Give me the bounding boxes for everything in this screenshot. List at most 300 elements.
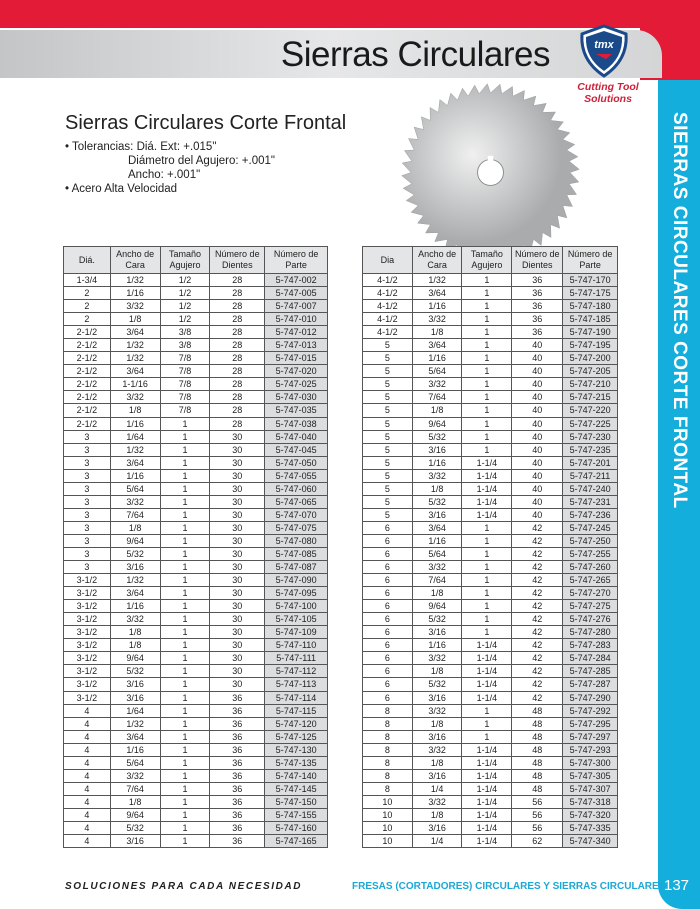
- table-cell: 3: [64, 443, 111, 456]
- table-cell: 3: [64, 456, 111, 469]
- table-cell: 7/8: [160, 378, 210, 391]
- table-row: [363, 495, 618, 508]
- page-number: 137: [664, 877, 690, 894]
- table-cell: 5/32: [412, 678, 462, 691]
- table-cell: 40: [512, 508, 563, 521]
- column-header: Diá.: [64, 247, 111, 274]
- table-cell: 5-747-245: [563, 521, 618, 534]
- table-cell: 42: [512, 691, 563, 704]
- table-cell: 5-747-013: [265, 339, 328, 352]
- table-cell: 1/64: [110, 704, 160, 717]
- table-cell: 48: [512, 782, 563, 795]
- table-cell: 1/8: [110, 404, 160, 417]
- table-cell: 3/16: [110, 561, 160, 574]
- table-cell: 1/16: [110, 287, 160, 300]
- table-cell: 8: [363, 756, 413, 769]
- table-row: [64, 313, 328, 326]
- tmx-logo: [578, 24, 630, 78]
- table-row: [64, 365, 328, 378]
- table-cell: 1-1/4: [462, 691, 512, 704]
- table-cell: 5-747-040: [265, 430, 328, 443]
- table-cell: 5-747-290: [563, 691, 618, 704]
- table-cell: 30: [210, 652, 265, 665]
- table-cell: 3/16: [412, 821, 462, 834]
- table-cell: 1: [462, 274, 512, 287]
- table-cell: 28: [210, 352, 265, 365]
- table-cell: 1/8: [412, 404, 462, 417]
- table-cell: 5-747-250: [563, 534, 618, 547]
- table-cell: 5-747-150: [265, 795, 328, 808]
- column-header: Ancho de Cara: [412, 247, 462, 274]
- table-cell: 1/32: [110, 339, 160, 352]
- table-cell: 5-747-235: [563, 443, 618, 456]
- table-cell: 1/32: [110, 574, 160, 587]
- table-cell: 1: [160, 652, 210, 665]
- table-cell: 36: [512, 313, 563, 326]
- table-cell: 1: [462, 365, 512, 378]
- table-row: [64, 352, 328, 365]
- table-cell: 1: [462, 378, 512, 391]
- table-cell: 5-747-145: [265, 782, 328, 795]
- column-header: Número de Parte: [265, 247, 328, 274]
- table-cell: 28: [210, 274, 265, 287]
- table-cell: 1/8: [412, 326, 462, 339]
- table-cell: 30: [210, 443, 265, 456]
- table-row: [64, 691, 328, 704]
- table-cell: 5-747-060: [265, 482, 328, 495]
- table-row: [363, 508, 618, 521]
- table-row: [64, 756, 328, 769]
- table-cell: 3/64: [110, 326, 160, 339]
- table-cell: 3-1/2: [64, 639, 111, 652]
- table-cell: 8: [363, 769, 413, 782]
- table-cell: 1: [462, 717, 512, 730]
- table-cell: 5-747-065: [265, 495, 328, 508]
- table-cell: 1: [160, 482, 210, 495]
- table-cell: 40: [512, 365, 563, 378]
- table-cell: 1-1/4: [462, 652, 512, 665]
- table-cell: 5/32: [110, 547, 160, 560]
- table-cell: 30: [210, 639, 265, 652]
- table-row: [363, 443, 618, 456]
- table-cell: 10: [363, 835, 413, 848]
- table-cell: 5-747-111: [265, 652, 328, 665]
- table-row: [64, 730, 328, 743]
- table-row: [363, 769, 618, 782]
- table-cell: 1: [462, 287, 512, 300]
- table-cell: 2-1/2: [64, 404, 111, 417]
- table-cell: 2: [64, 300, 111, 313]
- table-cell: 36: [210, 795, 265, 808]
- table-cell: 1: [462, 704, 512, 717]
- table-cell: 42: [512, 574, 563, 587]
- table-cell: 5-747-285: [563, 665, 618, 678]
- table-cell: 5: [363, 417, 413, 430]
- table-cell: 1/16: [110, 600, 160, 613]
- table-cell: 3/16: [412, 730, 462, 743]
- table-cell: 5-747-276: [563, 613, 618, 626]
- table-row: [64, 600, 328, 613]
- table-row: [64, 587, 328, 600]
- table-cell: 1: [160, 835, 210, 848]
- table-row: [64, 704, 328, 717]
- table-cell: 8: [363, 743, 413, 756]
- table-cell: 5-747-225: [563, 417, 618, 430]
- table-row: [64, 821, 328, 834]
- table-cell: 1/8: [412, 717, 462, 730]
- table-cell: 3: [64, 495, 111, 508]
- table-row: [64, 274, 328, 287]
- table-cell: 1: [462, 352, 512, 365]
- table-cell: 1: [462, 313, 512, 326]
- table-cell: 8: [363, 782, 413, 795]
- saw-table-right: [362, 246, 618, 848]
- table-cell: 5-747-195: [563, 339, 618, 352]
- table-row: [64, 795, 328, 808]
- table-row: [64, 430, 328, 443]
- table-cell: 1: [160, 808, 210, 821]
- table-cell: 5-747-120: [265, 717, 328, 730]
- table-row: [64, 561, 328, 574]
- table-row: [363, 821, 618, 834]
- table-cell: 1/2: [160, 300, 210, 313]
- table-cell: 5-747-140: [265, 769, 328, 782]
- table-cell: 5: [363, 443, 413, 456]
- table-cell: 40: [512, 339, 563, 352]
- table-cell: 1: [160, 469, 210, 482]
- table-cell: 2-1/2: [64, 326, 111, 339]
- table-row: [363, 626, 618, 639]
- table-row: [64, 769, 328, 782]
- table-row: [363, 678, 618, 691]
- table-cell: 36: [210, 743, 265, 756]
- table-cell: 5-747-002: [265, 274, 328, 287]
- table-cell: 1: [160, 521, 210, 534]
- table-cell: 5: [363, 339, 413, 352]
- table-cell: 1: [462, 300, 512, 313]
- table-cell: 5-747-175: [563, 287, 618, 300]
- table-cell: 40: [512, 482, 563, 495]
- table-cell: 1/64: [110, 430, 160, 443]
- table-cell: 1: [462, 417, 512, 430]
- table-cell: 7/8: [160, 352, 210, 365]
- saw-table-left: [63, 246, 328, 848]
- table-cell: 1: [160, 443, 210, 456]
- table-row: [363, 730, 618, 743]
- table-cell: 4-1/2: [363, 326, 413, 339]
- table-cell: 48: [512, 743, 563, 756]
- tagline-line-1: Cutting Tool: [577, 81, 639, 93]
- table-cell: 1: [160, 717, 210, 730]
- table-cell: 1/32: [412, 274, 462, 287]
- table-cell: 5-747-114: [265, 691, 328, 704]
- table-cell: 3/16: [110, 691, 160, 704]
- table-cell: 1/32: [110, 443, 160, 456]
- column-header: Número de Dientes: [512, 247, 563, 274]
- table-cell: 30: [210, 561, 265, 574]
- table-cell: 28: [210, 391, 265, 404]
- table-cell: 1/16: [412, 300, 462, 313]
- table-row: [64, 639, 328, 652]
- table-cell: 7/64: [110, 508, 160, 521]
- table-cell: 36: [210, 835, 265, 848]
- table-cell: 6: [363, 521, 413, 534]
- table-row: [64, 665, 328, 678]
- table-cell: 6: [363, 574, 413, 587]
- table-cell: 5: [363, 391, 413, 404]
- table-row: [64, 678, 328, 691]
- column-header: Número de Parte: [563, 247, 618, 274]
- table-cell: 40: [512, 469, 563, 482]
- table-cell: 5-747-220: [563, 404, 618, 417]
- table-cell: 1-1/4: [462, 665, 512, 678]
- table-cell: 30: [210, 521, 265, 534]
- table-cell: 6: [363, 652, 413, 665]
- table-cell: 1: [462, 626, 512, 639]
- table-cell: 5-747-087: [265, 561, 328, 574]
- table-cell: 42: [512, 665, 563, 678]
- table-cell: 40: [512, 430, 563, 443]
- table-row: [64, 626, 328, 639]
- table-cell: 5-747-210: [563, 378, 618, 391]
- table-cell: 4: [64, 795, 111, 808]
- table-cell: 1: [160, 691, 210, 704]
- table-cell: 9/64: [110, 652, 160, 665]
- table-cell: 3-1/2: [64, 574, 111, 587]
- table-cell: 3-1/2: [64, 678, 111, 691]
- table-cell: 1: [160, 456, 210, 469]
- table-cell: 1/8: [110, 626, 160, 639]
- table-cell: 3/64: [412, 287, 462, 300]
- table-row: [363, 313, 618, 326]
- table-cell: 3/8: [160, 339, 210, 352]
- table-cell: 1/4: [412, 835, 462, 848]
- table-cell: 1: [160, 417, 210, 430]
- table-cell: 36: [512, 300, 563, 313]
- table-cell: 6: [363, 678, 413, 691]
- table-row: [363, 704, 618, 717]
- table-cell: 1: [160, 534, 210, 547]
- table-cell: 1: [160, 430, 210, 443]
- table-cell: 3/16: [110, 835, 160, 848]
- table-row: [363, 691, 618, 704]
- table-row: [64, 339, 328, 352]
- table-cell: 42: [512, 521, 563, 534]
- table-cell: 6: [363, 626, 413, 639]
- table-cell: 1-1/4: [462, 821, 512, 834]
- table-cell: 5-747-230: [563, 430, 618, 443]
- table-cell: 30: [210, 482, 265, 495]
- table-cell: 2-1/2: [64, 339, 111, 352]
- table-row: [363, 782, 618, 795]
- table-row: [64, 835, 328, 848]
- table-cell: 36: [210, 821, 265, 834]
- table-cell: 36: [210, 730, 265, 743]
- table-cell: 4: [64, 743, 111, 756]
- table-cell: 1: [160, 795, 210, 808]
- table-cell: 3-1/2: [64, 665, 111, 678]
- table-cell: 42: [512, 652, 563, 665]
- table-row: [64, 287, 328, 300]
- table-cell: 9/64: [110, 808, 160, 821]
- table-cell: 3/32: [412, 652, 462, 665]
- table-cell: 6: [363, 587, 413, 600]
- table-cell: 6: [363, 534, 413, 547]
- table-row: [363, 482, 618, 495]
- table-cell: 1: [160, 756, 210, 769]
- table-row: [64, 404, 328, 417]
- table-row: [363, 456, 618, 469]
- table-cell: 5-747-297: [563, 730, 618, 743]
- table-cell: 2-1/2: [64, 365, 111, 378]
- table-cell: 1/8: [412, 587, 462, 600]
- table-cell: 5: [363, 378, 413, 391]
- table-cell: 1: [462, 521, 512, 534]
- table-cell: 1/8: [412, 808, 462, 821]
- table-cell: 5: [363, 469, 413, 482]
- table-cell: 36: [512, 274, 563, 287]
- table-cell: 3/16: [412, 769, 462, 782]
- table-cell: 6: [363, 561, 413, 574]
- table-row: [64, 574, 328, 587]
- table-cell: 6: [363, 665, 413, 678]
- table-row: [363, 391, 618, 404]
- table-row: [363, 743, 618, 756]
- table-cell: 1: [462, 600, 512, 613]
- table-cell: 30: [210, 508, 265, 521]
- table-cell: 3: [64, 508, 111, 521]
- table-cell: 1/16: [412, 639, 462, 652]
- table-cell: 5-747-265: [563, 574, 618, 587]
- table-cell: 5/64: [110, 482, 160, 495]
- table-row: [363, 756, 618, 769]
- table-cell: 5-747-090: [265, 574, 328, 587]
- table-cell: 5-747-240: [563, 482, 618, 495]
- table-cell: 5-747-293: [563, 743, 618, 756]
- table-cell: 4: [64, 782, 111, 795]
- table-cell: 5/32: [412, 430, 462, 443]
- table-cell: 1/16: [412, 352, 462, 365]
- table-cell: 5-747-012: [265, 326, 328, 339]
- footer-slogan: SOLUCIONES PARA CADA NECESIDAD: [65, 881, 303, 892]
- table-cell: 3/64: [110, 456, 160, 469]
- table-cell: 1: [462, 326, 512, 339]
- table-cell: 5-747-283: [563, 639, 618, 652]
- table-cell: 3/32: [412, 795, 462, 808]
- table-cell: 40: [512, 391, 563, 404]
- table-cell: 5: [363, 430, 413, 443]
- table-row: [363, 600, 618, 613]
- table-cell: 1/8: [110, 795, 160, 808]
- table-cell: 28: [210, 378, 265, 391]
- table-row: [363, 587, 618, 600]
- table-cell: 30: [210, 430, 265, 443]
- table-cell: 3: [64, 430, 111, 443]
- table-cell: 1: [462, 587, 512, 600]
- table-cell: 10: [363, 795, 413, 808]
- table-cell: 5-747-095: [265, 587, 328, 600]
- table-cell: 40: [512, 495, 563, 508]
- bullet-width-tolerance: Ancho: +.001": [128, 169, 201, 181]
- table-row: [363, 404, 618, 417]
- table-row: [363, 378, 618, 391]
- table-cell: 5: [363, 352, 413, 365]
- table-cell: 1/8: [110, 313, 160, 326]
- table-cell: 3/16: [412, 443, 462, 456]
- table-cell: 48: [512, 704, 563, 717]
- table-cell: 1: [462, 443, 512, 456]
- table-row: [363, 835, 618, 848]
- table-cell: 5-747-215: [563, 391, 618, 404]
- table-cell: 5-747-190: [563, 326, 618, 339]
- table-cell: 56: [512, 808, 563, 821]
- table-row: [64, 717, 328, 730]
- column-header: Tamaño Agujero: [160, 247, 210, 274]
- table-cell: 5-747-005: [265, 287, 328, 300]
- table-row: [64, 326, 328, 339]
- page-title: Sierras Circulares: [280, 35, 550, 74]
- bullet-tolerances: • Tolerancias: Diá. Ext: +.015": [65, 141, 217, 153]
- table-row: [363, 665, 618, 678]
- table-cell: 1: [160, 600, 210, 613]
- table-cell: 3/32: [412, 704, 462, 717]
- table-cell: 40: [512, 417, 563, 430]
- table-cell: 42: [512, 613, 563, 626]
- table-cell: 1: [462, 574, 512, 587]
- table-row: [363, 717, 618, 730]
- table-cell: 30: [210, 587, 265, 600]
- table-cell: 5-747-255: [563, 547, 618, 560]
- table-cell: 3: [64, 482, 111, 495]
- table-row: [64, 547, 328, 560]
- table-cell: 40: [512, 378, 563, 391]
- table-cell: 3/64: [412, 521, 462, 534]
- table-cell: 5/32: [412, 495, 462, 508]
- table-cell: 5-747-020: [265, 365, 328, 378]
- column-header: Dia: [363, 247, 413, 274]
- table-cell: 5-747-231: [563, 495, 618, 508]
- table-cell: 30: [210, 456, 265, 469]
- table-cell: 1-1/4: [462, 835, 512, 848]
- table-cell: 5-747-035: [265, 404, 328, 417]
- table-cell: 30: [210, 574, 265, 587]
- table-cell: 5-747-185: [563, 313, 618, 326]
- table-cell: 3: [64, 547, 111, 560]
- table-cell: 56: [512, 795, 563, 808]
- table-cell: 3/32: [412, 743, 462, 756]
- table-cell: 3/16: [412, 691, 462, 704]
- table-cell: 1: [462, 404, 512, 417]
- table-cell: 40: [512, 352, 563, 365]
- table-row: [64, 391, 328, 404]
- table-cell: 5: [363, 365, 413, 378]
- table-cell: 28: [210, 287, 265, 300]
- table-cell: 3/16: [412, 626, 462, 639]
- table-cell: 48: [512, 730, 563, 743]
- table-cell: 1/8: [412, 756, 462, 769]
- table-cell: 8: [363, 730, 413, 743]
- table-cell: 1-1/4: [462, 756, 512, 769]
- table-cell: 36: [512, 326, 563, 339]
- table-cell: 40: [512, 456, 563, 469]
- table-cell: 36: [210, 808, 265, 821]
- table-cell: 42: [512, 600, 563, 613]
- table-row: [64, 443, 328, 456]
- table-cell: 3/32: [110, 613, 160, 626]
- table-cell: 1-1/4: [462, 782, 512, 795]
- table-cell: 5-747-201: [563, 456, 618, 469]
- table-cell: 5-747-115: [265, 704, 328, 717]
